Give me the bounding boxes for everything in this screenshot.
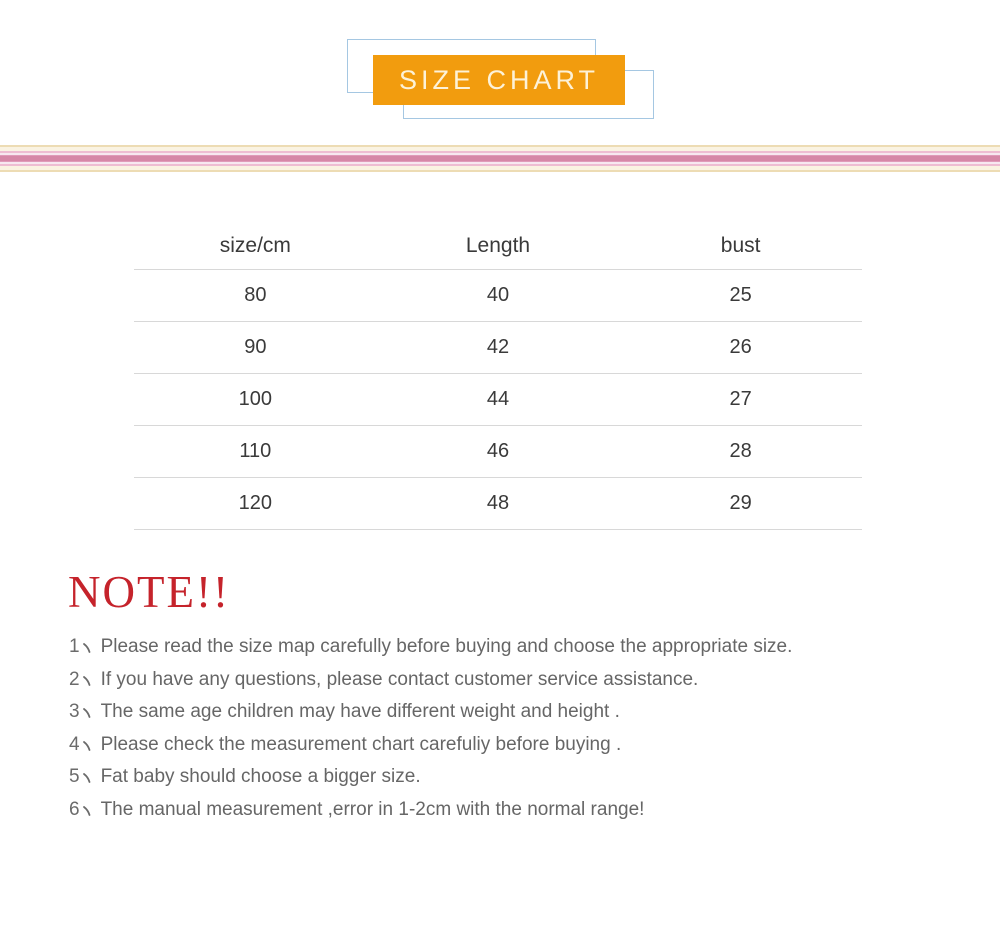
ideographic-comma-icon	[82, 701, 92, 722]
table-row	[134, 322, 862, 374]
note-item	[69, 664, 792, 697]
cell-length: 46	[377, 426, 620, 478]
note-text: Please read the size map carefully before buying and choose the appropriate size.	[100, 636, 793, 657]
banner-title: SIZE CHART	[398, 64, 600, 95]
ideographic-comma-icon	[82, 766, 92, 787]
cell-length: 48	[377, 478, 620, 530]
notes-list	[69, 631, 792, 826]
cell-size: 90	[134, 322, 377, 374]
column-header-bust: bust	[619, 222, 862, 270]
size-table-header-row	[134, 222, 862, 270]
note-text: If you have any questions, please contact customer service assistance.	[100, 668, 699, 690]
striped-ribbon-divider	[0, 145, 1000, 172]
cell-bust: 25	[619, 270, 862, 322]
table-row	[134, 374, 862, 426]
table-row	[134, 478, 862, 530]
note-number: 3	[69, 701, 80, 722]
note-number: 6	[69, 798, 80, 820]
note-number: 1	[69, 636, 80, 657]
column-header-length: Length	[377, 222, 620, 270]
cell-size: 120	[134, 478, 377, 530]
note-heading: NOTE!!	[68, 567, 230, 617]
note-number: 5	[69, 766, 80, 787]
cell-bust: 28	[619, 426, 862, 478]
cell-size: 80	[134, 270, 377, 322]
cell-bust: 26	[619, 322, 862, 374]
note-text: The same age children may have different weight and height .	[100, 701, 620, 722]
note-text: Please check the measurement chart carefuliy before buying .	[100, 733, 622, 755]
cell-bust: 27	[619, 374, 862, 426]
note-item	[69, 631, 792, 664]
cell-size: 110	[134, 426, 377, 478]
ideographic-comma-icon	[82, 669, 92, 690]
cell-length: 42	[377, 322, 620, 374]
column-header-size: size/cm	[134, 222, 377, 270]
table-row	[134, 270, 862, 322]
ideographic-comma-icon	[82, 799, 92, 820]
ideographic-comma-icon	[82, 636, 92, 657]
table-row	[134, 426, 862, 478]
note-item	[69, 696, 792, 729]
cell-size: 100	[134, 374, 377, 426]
note-item	[69, 794, 792, 827]
note-number: 4	[69, 733, 80, 755]
cell-bust: 29	[619, 478, 862, 530]
size-chart-banner	[373, 55, 625, 105]
note-item	[69, 729, 792, 762]
note-number: 2	[69, 668, 80, 690]
cell-length: 40	[377, 270, 620, 322]
note-item	[69, 761, 792, 794]
cell-length: 44	[377, 374, 620, 426]
ideographic-comma-icon	[82, 734, 92, 755]
note-text: Fat baby should choose a bigger size.	[100, 766, 421, 787]
note-text: The manual measurement ,error in 1-2cm with the normal range!	[100, 798, 645, 820]
size-table	[134, 222, 862, 530]
